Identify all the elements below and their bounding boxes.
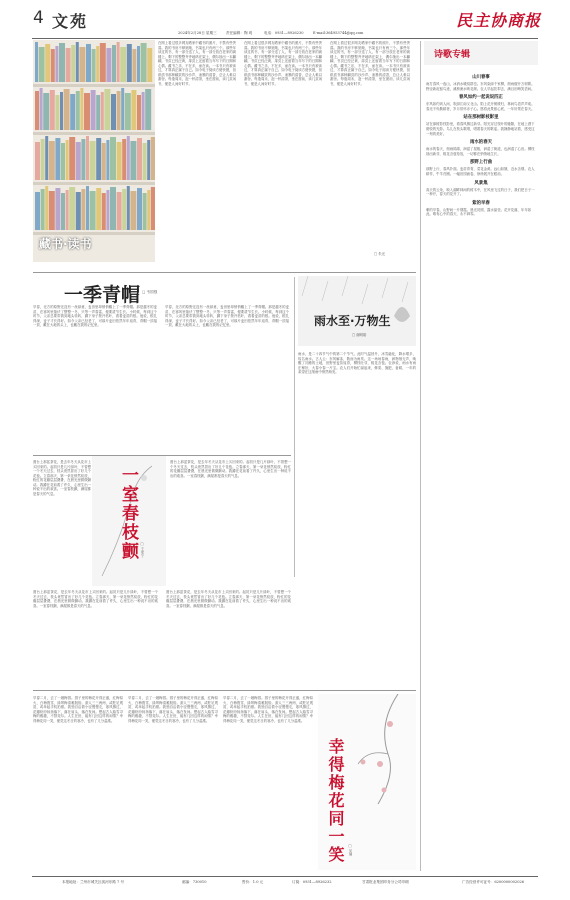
rain-illustration: [298, 276, 416, 346]
book-spine: [117, 91, 121, 130]
poem-title: 那野上行曲: [470, 160, 492, 166]
footer-printer: 甘肃报业集团印务分公司印刷: [362, 880, 409, 884]
book-spine: [40, 88, 43, 130]
book-spine: [110, 137, 116, 180]
book-spine: [127, 136, 130, 180]
book-spine: [96, 46, 99, 82]
book-spine: [35, 142, 40, 180]
book-spine: [131, 90, 136, 130]
book-spine: [127, 186, 130, 230]
book-spine: [70, 94, 75, 130]
jiqingmao-col-2: 早春，北方的原野还没有一丝绿意，麦田里却悄悄戴上了一季青帽。那是越冬的麦苗，在寒风里蛰伏了整整一冬，只等一声春雷，便要拔节生长。小时候，每到这个时节，父亲总要带我到地头转转，蹲下身子拨开枯叶，看看麦苗的根。他说，根扎得深，麦子才长得好。如今父亲已经老了，可那片麦田依然年年返青，青帽一顶接一顶，戴在大地的头上，也戴在我的记忆里。: [165, 305, 289, 327]
book-spine: [151, 187, 155, 230]
meihua-top-rule: [33, 690, 416, 691]
book-spine: [117, 192, 122, 230]
book-spine: [81, 189, 85, 230]
footer-address: 本报地址：兰州市城关区滨河东路 7 号: [62, 880, 125, 884]
book-spine: [41, 139, 45, 180]
bookshelf-illustration: [33, 40, 155, 262]
poem-item: [426, 200, 536, 217]
meihua-col-1: 早春二月，去了一趟梅园。园子里的梅花开得正盛，红梅似火，白梅胜雪，绿萼梅清雅脱俗。游人三三两两，或驻足观赏，或举起手机拍照。我独自沿着小径慢慢走，寒风拂过，花瓣纷纷扬扬落下，落在肩头，落在发间。想起古人踏雪寻梅的雅趣，不禁莞尔。人生在世，能有几回这样的闲情？幸得梅花同一笑，便觉这冬日的寒冷，也有了几分温柔。: [33, 696, 123, 723]
header: [0, 0, 570, 35]
cangshu-col-3: 在网上看过很多网友晒家中藏书的照片，不禁有些羡慕。我的书房不够宽敞，书架也只有两三个。那些年读过的书，有一部分送了人，有一部分放在老家的阁楼上，剩下的整整齐齐地码在架上，偶尔抽出一本翻翻，书页已经泛黄，扉页上还留着当年写下的日期和心情。藏书之乐，不在多，而在读。一本书只有被读过，才算真正属于自己。如今电子阅读方便快捷，但纸质书那种翻页的沙沙声、油墨的清香，总让人难以割舍。每逢周末，泡一杯清茶，坐在窗前，读几页闲书，便是人间好时节。: [330, 41, 410, 86]
book-spine: [84, 93, 90, 130]
book-spine: [151, 137, 155, 180]
poem-item: [426, 94, 536, 111]
poem-item: [426, 114, 536, 136]
meihua-col-2: 早春二月，去了一趟梅园。园子里的梅花开得正盛，红梅似火，白梅胜雪，绿萼梅清雅脱俗。游人三三两两，或驻足观赏，或举起手机拍照。我独自沿着小径慢慢走，寒风拂过，花瓣纷纷扬扬落下，落在肩头，落在发间。想起古人踏雪寻梅的雅趣，不禁莞尔。人生在世，能有几回这样的闲情？幸得梅花同一笑，便觉这冬日的寒冷，也有了几分温柔。: [128, 696, 218, 723]
jiqingmao-title: 一季青帽: [64, 284, 141, 306]
poem-item: [426, 139, 536, 156]
book-spine: [104, 89, 110, 130]
book-spine: [51, 49, 55, 82]
poem-list: [426, 71, 536, 217]
book-spine: [101, 92, 104, 130]
bookshelf-photo: [33, 40, 155, 262]
cangshu-author: □ 朱光: [374, 252, 386, 256]
book-spine: [80, 88, 83, 130]
meihua-col-3: 早春二月，去了一趟梅园。园子里的梅花开得正盛，红梅似火，白梅胜雪，绿萼梅清雅脱俗。游人三三两两，或驻足观赏，或举起手机拍照。我独自沿着小径慢慢走，寒风拂过，花瓣纷纷扬扬落下，落在肩头，落在发间。想起古人踏雪寻梅的雅趣，不禁莞尔。人生在世，能有几回这样的闲情？幸得梅花同一笑，便觉这冬日的寒冷，也有了几分温柔。: [223, 696, 313, 723]
book-spine: [76, 142, 81, 180]
poem-column-header: [424, 41, 538, 65]
book-spine: [71, 45, 75, 82]
cangshu-col-1: 在网上看过很多网友晒家中藏书的照片，不禁有些羡慕。我的书房不够宽敞，书架也只有两三个。那些年读过的书，有一部分送了人，有一部分放在老家的阁楼上，剩下的整整齐齐地码在架上，偶尔抽出一本翻翻，书页已经泛黄，扉页上还留着当年写下的日期和心情。藏书之乐，不在多，而在读。一本书只有被读过，才算真正属于自己。如今电子阅读方便快捷，但纸质书那种翻页的沙沙声、油墨的清香，总让人难以割舍。每逢周末，泡一杯清茶，坐在窗前，读几页闲书，便是人间好时节。: [158, 41, 236, 86]
yushui-rule: [294, 277, 295, 577]
footer-circulation: 订阅：0931—8926232: [292, 880, 332, 884]
poem-column-title: 诗歌专辑: [434, 50, 471, 60]
chunzhiqi-col-2: 窗台上那盆茶花，是去年冬天从花市上买回来的。起初只是几片绿叶，不曾想一个冬天过去，枝头竟然冒出了好几个花苞。立春那天，第一朵花悄然绽放，粉红的花瓣层层叠叠，在晨光里微微颤动。我蹲在花前看了许久，心里生出一种说不出的欢喜。一室春枝颤，满屋都是春天的气息。: [170, 460, 291, 478]
chunzhiqi-illustration: [92, 456, 166, 586]
book-spine: [69, 187, 75, 230]
book-spine: [112, 45, 116, 82]
book-spine: [76, 42, 79, 82]
book-spine: [102, 193, 106, 230]
book-spine: [79, 47, 85, 82]
poem-title: 雨水的春天: [470, 140, 492, 146]
book-spine: [45, 44, 50, 82]
poem-title: 春风如约一起说说四正: [459, 95, 503, 101]
book-spine: [90, 141, 96, 180]
poem-body: 紫的早春，山野间一片烟霞。晨光初照，露水晶莹。花开花落，年年如此。唯有心中的春天，永不凋零。: [426, 207, 532, 217]
meihua-title: 幸得梅花同一笑: [326, 738, 345, 864]
book-spine: [127, 44, 132, 82]
phone-info: 电话：0931—8926230: [264, 31, 304, 35]
meihua-author: □ 吴琳: [348, 844, 352, 856]
poem-title: 山川春事: [472, 75, 490, 80]
book-spine: [130, 141, 136, 180]
book-spine: [55, 46, 58, 82]
book-spine: [120, 47, 126, 82]
book-spine: [66, 190, 69, 230]
masthead-logo: 民主协商报: [456, 11, 542, 30]
book-spine: [91, 90, 96, 130]
cangshu-title: 藏书·读书: [39, 237, 92, 251]
book-spine: [96, 188, 101, 230]
book-spine: [49, 191, 55, 230]
book-spine: [45, 186, 48, 230]
cangshu-article: [158, 41, 416, 266]
book-spine: [76, 192, 81, 230]
poem-body: 高天的云朵，映入湖畔林间的树木中，在风里飞过的日子，我们把日子一一种开，春天的花开了。: [426, 187, 535, 197]
poem-title: 站在那树影枝影里: [463, 115, 499, 121]
book-spine: [86, 136, 89, 180]
book-spine: [61, 143, 65, 180]
book-spine: [41, 189, 45, 230]
book-spine: [102, 143, 106, 180]
book-spine: [117, 42, 120, 82]
book-spine: [141, 43, 147, 82]
book-spine: [35, 192, 40, 230]
poem-body: 雨水的春天，细雨绵绵，润湿了屋檐，润湿了街道，也润湿了心田。柳枝抽出新芽，桃花含苞待放，一切都在悄悄地生长。: [426, 147, 535, 156]
yushui-text: 雨水，是二十四节气中的第二个节气。此时气温回升，冰雪融化，降水增多，故名雨水。古人云：东风解冻，散而为雨矣。这一场场春雨，润物细无声，唤醒了沉睡的土地，田野里麦苗返青，柳枝吐芽，桃花含苞。农谚说，雨水有雨庄稼好，大春小春一片宝。农人们开始忙碌起来，修渠、施肥、备耕，一年的希望在这细雨中悄然萌发。: [298, 352, 416, 374]
book-spine: [143, 193, 147, 230]
poem-title: 紫的早春: [472, 200, 490, 206]
editor-info: 责任编辑：陶 玥: [226, 31, 253, 35]
yushui-title: 雨水至·万物生: [314, 314, 391, 328]
page-number: 4: [33, 8, 44, 28]
footer-rule: [32, 876, 538, 877]
book-spine: [55, 138, 60, 180]
date-info: 2024年2月28日 星期三: [178, 31, 217, 35]
book-spine: [66, 48, 71, 82]
book-spine: [122, 189, 126, 230]
book-spine: [43, 93, 49, 130]
poem-body: 东风如约到人间，吹绿江南又北山。陌上花开缓缓归，林间鸟语声声欢。春光不负勤耕者，岁月常怀赤子心。愿将此景留心底，一年好景在春天。: [426, 102, 535, 111]
book-spine: [55, 188, 60, 230]
book-spine: [35, 42, 38, 82]
poem-item: [426, 74, 536, 91]
chunzhiqi-col-3: 窗台上那盆茶花，是去年冬天从花市上买回来的。起初只是几片绿叶，不曾想一个冬天过去，枝头竟然冒出了好几个花苞。立春那天，第一朵花悄然绽放，粉红的花瓣层层叠叠，在晨光里微微颤动。我蹲在花前看了许久，心里生出一种说不出的欢喜。一室春枝颤，满屋都是春天的气息。: [33, 590, 158, 608]
book-spine: [110, 187, 116, 230]
poem-body: 雨打春风一夜山，冰消水暖绕群峦。东风染绿千家柳，细雨催开万树繁。野径新泥留鸟迹，溪桥流水映花颜。农人早起扶犁去，满目田畴笑语间。: [426, 82, 535, 91]
poem-column: [424, 41, 538, 871]
book-spine: [55, 95, 59, 130]
chunzhiqi-author: □ 王家宁: [140, 542, 144, 558]
footer: [32, 880, 538, 890]
book-spine: [147, 140, 150, 180]
footer-ad-license: 广告经营许可证号：6200000002026: [462, 880, 525, 884]
book-spine: [137, 188, 142, 230]
jiqingmao-col-1: 早春，北方的原野还没有一丝绿意，麦田里却悄悄戴上了一季青帽。那是越冬的麦苗，在寒风里蛰伏了整整一冬，只等一声春雷，便要拔节生长。小时候，每到这个时节，父亲总要带我到地头转转，蹲下身子拨开枯叶，看看麦苗的根。他说，根扎得深，麦子才长得好。如今父亲已经老了，可那片麦田依然年年返青，青帽一顶接一顶，戴在大地的头上，也戴在我的记忆里。: [33, 305, 157, 327]
header-rule: [32, 38, 538, 39]
book-spine: [122, 139, 126, 180]
jiqingmao-author: □ 韦国强: [142, 290, 158, 294]
jiqingmao-top-rule: [33, 272, 416, 273]
book-spine: [142, 92, 145, 130]
book-spine: [64, 89, 70, 130]
book-spine: [147, 190, 150, 230]
book-spine: [100, 43, 106, 82]
book-spine: [49, 141, 55, 180]
book-spine: [106, 48, 111, 82]
poem-body: 那野上行，春风扑面。麦苗青青，菜花金黄。远山如黛，近水含烟。农人耕作，牛羊归圈。一幅田园画卷，徐徐展开在眼前。: [426, 167, 535, 176]
book-spine: [39, 47, 45, 82]
book-spine: [92, 49, 96, 82]
book-spine: [50, 90, 55, 130]
footer-price: 售价：1.0 元: [242, 880, 264, 884]
yushui-author: □ 谢明皓: [352, 333, 367, 337]
book-spine: [86, 186, 89, 230]
book-spine: [147, 48, 152, 82]
book-spine: [137, 46, 140, 82]
book-spine: [132, 49, 136, 82]
book-spine: [137, 95, 141, 130]
book-spine: [121, 88, 124, 130]
footer-postcode: 邮编：730010: [182, 880, 207, 884]
book-spine: [66, 140, 69, 180]
book-spine: [35, 91, 39, 130]
book-spine: [60, 92, 63, 130]
email-info: E-mail:364953744@qq.com: [313, 31, 364, 35]
book-spine: [90, 191, 96, 230]
book-spine: [61, 193, 65, 230]
section-name: 文苑: [52, 12, 89, 31]
poem-title: 风景集: [474, 180, 488, 186]
book-spine: [106, 190, 109, 230]
book-spine: [81, 139, 85, 180]
poem-body: 站在那树影枝影里，看春风拂过新芽。阳光穿过枝叶的缝隙，在地上洒下斑驳的光影。鸟儿在枝头歌唱，唱着春天的歌谣。我静静地站着，感受这一刻的美好。: [426, 122, 535, 136]
poem-item: [426, 180, 536, 197]
book-spine: [96, 138, 101, 180]
book-spine: [76, 91, 80, 130]
book-spine: [125, 93, 131, 130]
book-spine: [69, 137, 75, 180]
book-spine: [143, 143, 147, 180]
jiqingmao-text: [33, 305, 291, 450]
book-spine: [59, 43, 65, 82]
book-spine: [117, 142, 122, 180]
chunzhiqi-title: 一室春枝颤: [118, 466, 138, 561]
poem-item: [426, 159, 536, 176]
book-spine: [106, 140, 109, 180]
meihua-illustration: [318, 694, 416, 870]
chunzhiqi-col-1: 窗台上那盆茶花，是去年冬天从花市上买回来的。起初只是几片绿叶，不曾想一个冬天过去，枝头竟然冒出了好几个花苞。立春那天，第一朵花悄然绽放，粉红的花瓣层层叠叠，在晨光里微微颤动。我蹲在花前看了许久，心里生出一种说不出的欢喜。一室春枝颤，满屋都是春天的气息。: [33, 460, 91, 496]
book-spine: [45, 136, 48, 180]
book-spine: [145, 89, 151, 130]
poem-column-rule: [420, 41, 421, 871]
book-spine: [130, 191, 136, 230]
chunzhiqi-col-4: 窗台上那盆茶花，是去年冬天从花市上买回来的。起初只是几片绿叶，不曾想一个冬天过去，枝头竟然冒出了好几个花苞。立春那天，第一朵花悄然绽放，粉红的花瓣层层叠叠，在晨光里微微颤动。我蹲在花前看了许久，心里生出一种说不出的欢喜。一室春枝颤，满屋都是春天的气息。: [166, 590, 291, 608]
book-spine: [111, 94, 116, 130]
book-spine: [137, 138, 142, 180]
cangshu-col-2: 在网上看过很多网友晒家中藏书的照片，不禁有些羡慕。我的书房不够宽敞，书架也只有两三个。那些年读过的书，有一部分送了人，有一部分放在老家的阁楼上，剩下的整整齐齐地码在架上，偶尔抽出一本翻翻，书页已经泛黄，扉页上还留着当年写下的日期和心情。藏书之乐，不在多，而在读。一本书只有被读过，才算真正属于自己。如今电子阅读方便快捷，但纸质书那种翻页的沙沙声、油墨的清香，总让人难以割舍。每逢周末，泡一杯清茶，坐在窗前，读几页闲书，便是人间好时节。: [244, 41, 322, 86]
book-spine: [96, 95, 100, 130]
book-spine: [86, 44, 91, 82]
